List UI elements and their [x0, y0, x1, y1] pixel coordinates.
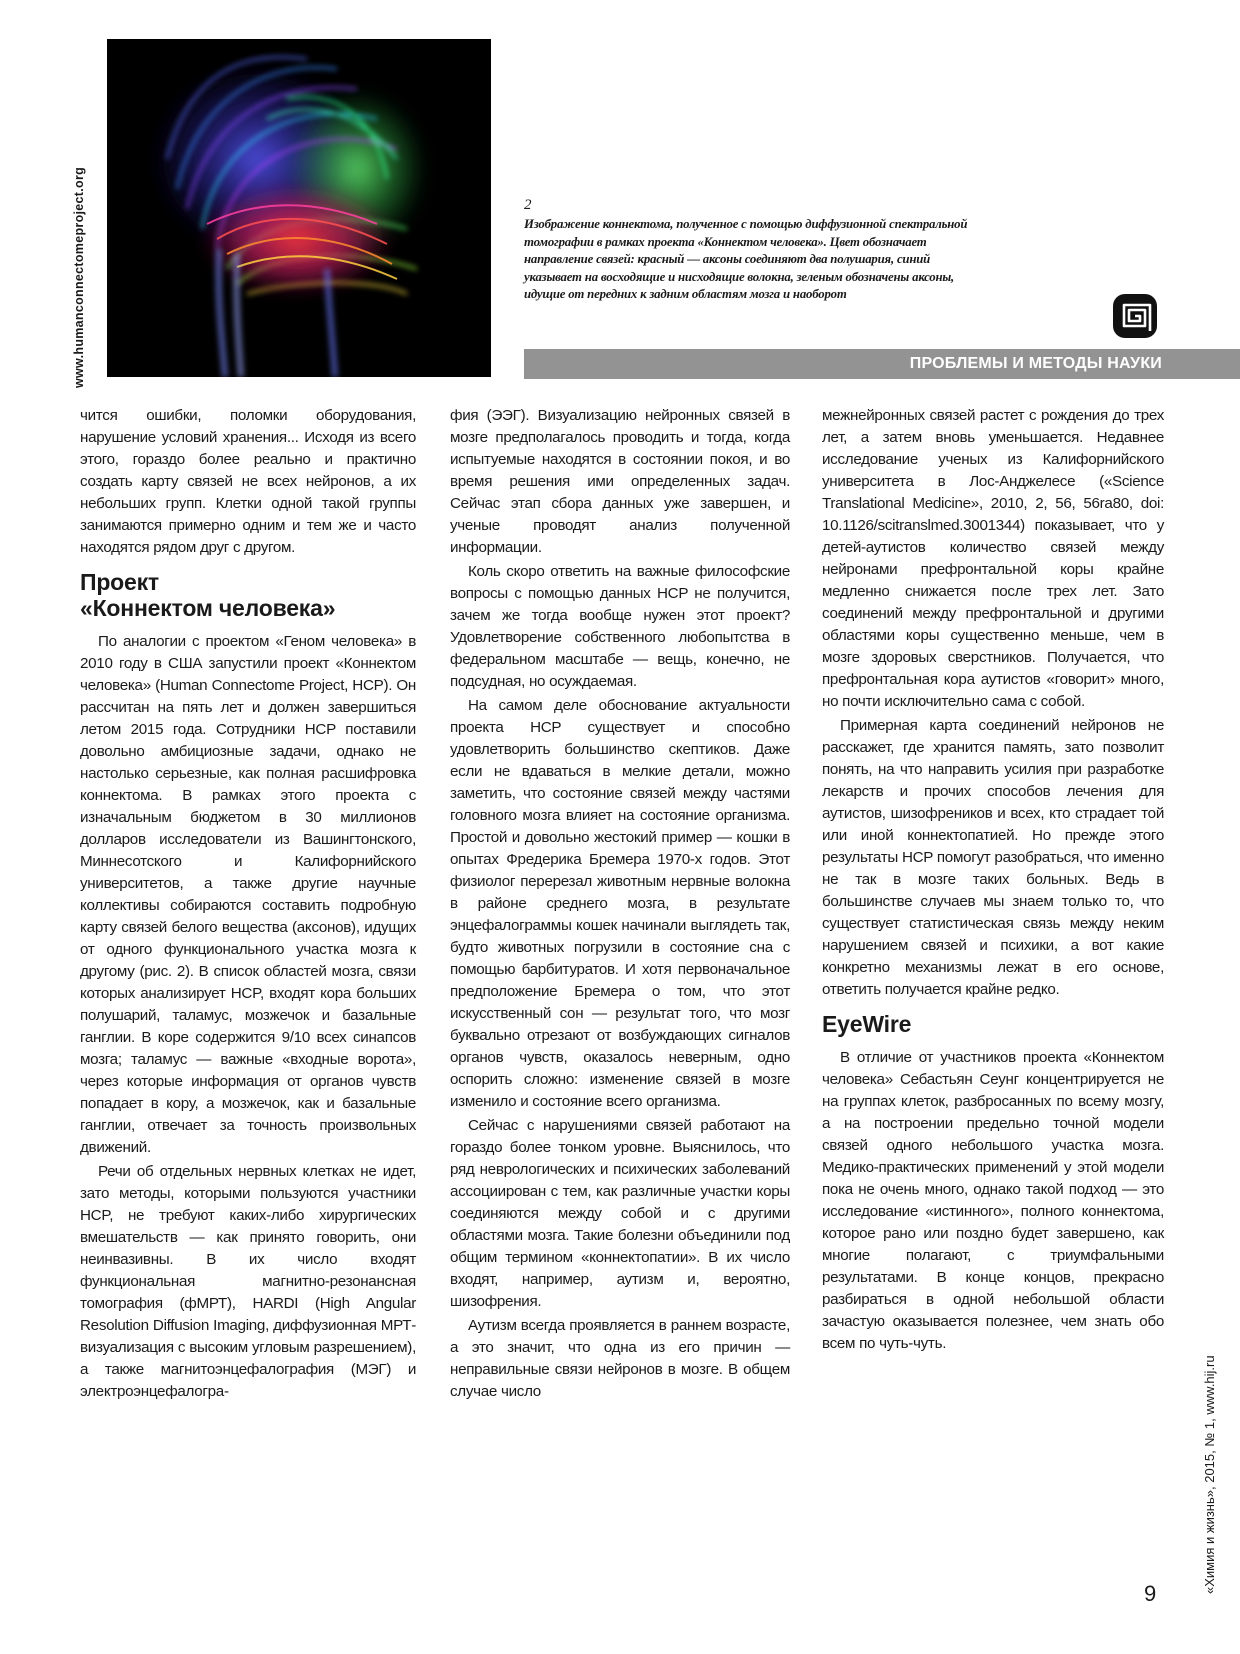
paragraph: Сейчас с нарушениями связей работают на гораздо более тонком уровне. Выяснилось, что ряд неврологических и психических заболеваний ассоциирован с тем, как различные участки коры соединяются между собой и с другими областями мозга. Такие болезни объединили под общим термином «коннектопатии». В их число входят, например, аутизм и, вероятно, шизофрения. [450, 1117, 790, 1310]
paragraph: По аналогии с проектом «Геном человека» в 2010 году в США запустили проект «Коннектом человека» (Human Connectome Project, HCP). Он рассчитан на пять лет и должен завершиться летом 2015 года. Сотрудники HCP поставили довольно амбициозные задачи, однако не настолько серьезные, как полная расшифровка коннектома. В рамках этого проекта с изначальным бюджетом в 30 миллионов долларов исследователи из Вашингтонского, Миннесотского и Калифорнийского университетов, а также другие научные коллективы собираются составить подробную карту связей белого вещества (аксонов), идущих от одного функционального участка мозга к другому (рис. 2). В список областей мозга, связи которых анализирует HCP, входят кора больших полушарий, таламус, мозжечок и базальные ганглии. В коре содержится 9/10 всех синапсов мозга; таламус — важные «входные ворота», через которые информация от органов чувств попадает в кору, а мозжечок, как и базальные ганглии, отвечает за точность произвольных движений. [80, 633, 416, 1156]
spiral-square-icon [1112, 293, 1158, 339]
paragraph: Примерная карта соединений нейронов не расскажет, где хранится память, зато позволит понять, на что направить усилия при разработке лекарств и прочих способов лечения для аутистов, шизофреников и всех, кто страдает той или иной коннектопатией. Но прежде этого результаты HCP помогут разобраться, что именно не так в мозге таких больных. Ведь в большинстве случаев мы знаем только то, что существует статистическая связь между неким нарушением связей и психики, а вот какие конкретно механизмы лежат в его основе, ответить получается крайне редко. [822, 717, 1164, 998]
journal-credit: «Химия и жизнь», 2015, № 1, www.hij.ru [1202, 1355, 1217, 1594]
paragraph: фия (ЭЭГ). Визуализацию нейронных связей в мозге предполагалось проводить и тогда, когда испытуемые находятся в состоянии покоя, и во время решения ими определенных задач. Сейчас этап сбора данных уже завершен, и ученые проводят анализ полученной информации. [450, 407, 790, 556]
paragraph: Речи об отдельных нервных клетках не идет, зато методы, которыми пользуются участники HCP, не требуют каких-либо хирургических вмешательств — как принято говорить, они неинвазивны. В их число входят функциональная магнитно-резонансная томография (фМРТ), HARDI (High Angular Resolution Diffusion Imaging, диффузионная МРТ-визуализация с высоким угловым разрешением), а также магнитоэнцефалография (МЭГ) и электроэнцефалогра- [80, 1163, 416, 1400]
connectome-image [107, 39, 491, 377]
figure-number: 2 [524, 197, 532, 213]
paragraph: чится ошибки, поломки оборудования, нарушение условий хранения... Исходя из всего этого, гораздо более реально и практично создать карту связей не всех нейронов, а их небольших групп. Клетки одной такой группы занимаются примерно одним и тем же и часто находятся рядом друг с другом. [80, 407, 416, 556]
section-heading-connectome [80, 569, 416, 621]
image-credit: www.humanconnectomeproject.org [72, 166, 86, 388]
paragraph: Коль скоро ответить на важные философские вопросы с помощью данных HCP не получится, зачем же тогда вообще нужен этот проект? Удовлетворение собственного любопытства в федеральном масштабе — вещь, конечно, не подсудная, но осуждаемая. [450, 563, 790, 690]
section-heading-eyewire: EyeWire [822, 1011, 912, 1037]
paragraph: Аутизм всегда проявляется в раннем возрасте, а это значит, что одна из его причин — неправильные связи нейронов в мозге. В общем случае число [450, 1317, 790, 1400]
page-number: 9 [1144, 1581, 1157, 1606]
article-column-1 [80, 405, 416, 1405]
heading-line: Проект [80, 569, 159, 595]
paragraph: На самом деле обоснование актуальности проекта HCP существует и способно удовлетворить большинство скептиков. Даже если не вдаваться в мелкие детали, можно заметить, что состояние связей между частями головного мозга влияет на состояние организма. Простой и довольно жестокий пример — кошки в опытах Фредерика Бремера 1970-х годов. Этот физиолог перерезал животным нервные волокна в районе среднего мозга, в результате энцефалограммы кошек начинали выглядеть так, будто животных погрузили в состояние сна с помощью барбитуратов. И хотя первоначальное предположение Бремера о том, что этот искусственный сон — результат того, что мозг буквально отрезают от возбуждающих сигналов органов чувств, оказалось неверным, одно оспорить сложно: изменение связей в мозге изменило и состояние всего организма. [450, 697, 790, 1110]
section-banner: ПРОБЛЕМЫ И МЕТОДЫ НАУКИ [524, 349, 1240, 379]
article-column-2 [450, 405, 790, 1405]
paragraph: В отличие от участников проекта «Коннектом человека» Себастьян Сеунг концентрируется не на группах клеток, разбросанных по всему мозгу, а на построении предельно точной модели связей одного небольшого участка мозга. Медико-практических применений у этой модели пока не очень много, однако такой подход — это исследование «истинного», полного коннектома, которое рано или поздно будет завершено, как многие полагают, с триумфальными результатами. В конце концов, прекрасно разбираться в одной небольшой области зачастую оказывается полезнее, чем знать обо всем по чуть-чуть. [822, 1049, 1164, 1352]
paragraph: межнейронных связей растет с рождения до трех лет, а затем вновь уменьшается. Недавнее исследование ученых из Калифорнийского университета в Лос-Анджелесе («Science Translational Medicine», 2010, 2, 56, 56ra80, doi: 10.1126/scitranslmed.3001344) показывает, что у детей-аутистов количество связей между нейронами префронтальной коры крайне медленно снижается после трех лет. Зато соединений между префронтальной и другими областями коры существенно меньше, чем в мозге здоровых сверстников. Получается, что префронтальная кора аутистов «говорит» много, но почти исключительно сама с собой. [822, 407, 1164, 710]
heading-line: «Коннектом человека» [80, 595, 336, 621]
figure-caption: Изображение коннектома, полученное с помощью диффузионной спектральной томографии в рамках проекта «Коннектом человека». Цвет обозначает направление связей: красный — аксоны соединяют два полушария, синий указывает на восходящие и нисходящие волокна, зеленым обозначены аксоны, идущие от передних к задним областям мозга и наоборот [524, 217, 968, 301]
article-column-3 [822, 405, 1164, 1357]
